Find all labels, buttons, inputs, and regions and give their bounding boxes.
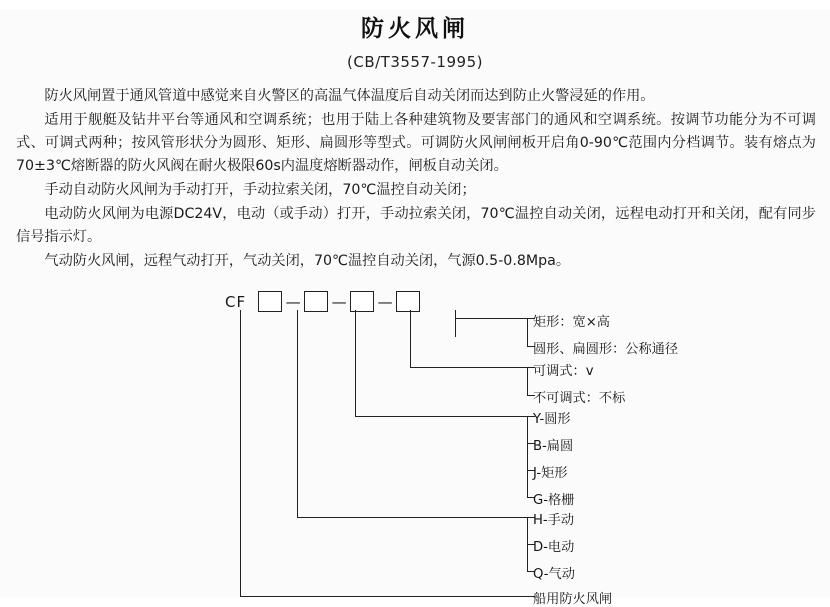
leader-v-3 bbox=[527, 416, 528, 497]
page-title: 防火风闸 bbox=[361, 16, 469, 42]
paragraph-1: 防火风闸置于通风管道中感觉来自火警区的高温气体温度后自动关闭而达到防止火警浸延的作用。 bbox=[44, 88, 655, 104]
leader-v-2 bbox=[527, 367, 528, 395]
leader-v-1 bbox=[527, 318, 528, 346]
code-dash-3: — bbox=[377, 292, 393, 311]
leader-h-10 bbox=[297, 517, 527, 518]
paragraph-2: 适用于舰艇及钻井平台等通风和空调系统；也用于陆上各种建筑物及要害部门的通风和空调系统。按调节功能分为不可调式、可调式两种；按风管形状分为圆形、矩形、扁圆形等型式。可调防火风闸闸板开启角0-90℃范围内分档调节。装有熔点为70±3℃熔断器的防火风阀在耐火极限60s内温度熔断器动作，闸板自动关闭。 bbox=[16, 112, 816, 174]
label-8: G-格栅 bbox=[533, 493, 575, 508]
paragraph-3: 手动自动防火风闸为手动打开，手动拉索关闭，70℃温控自动关闭； bbox=[44, 182, 476, 198]
code-box-4 bbox=[396, 291, 420, 312]
label-6: B-扁圆 bbox=[533, 439, 574, 454]
leader-line-2 bbox=[355, 310, 356, 416]
document-page bbox=[0, 10, 830, 607]
label-12: 船用防火风闸 bbox=[533, 592, 613, 607]
code-dash-2: — bbox=[331, 292, 347, 311]
body-text bbox=[0, 85, 830, 273]
label-11: Q-气动 bbox=[533, 567, 575, 582]
label-2: 圆形、扁圆形：公称通径 bbox=[533, 342, 679, 357]
label-3: 可调式：v bbox=[533, 364, 594, 379]
code-dash-1: — bbox=[285, 292, 301, 311]
paragraph-5: 气动防火风闸，远程气动打开，气动关闭，70℃温控自动关闭，气源0.5-0.8Mpa。 bbox=[44, 253, 571, 269]
label-10: D-电动 bbox=[533, 540, 575, 555]
code-prefix: CF bbox=[225, 292, 247, 311]
leader-h-14 bbox=[240, 596, 535, 597]
leader-line-1 bbox=[297, 310, 298, 517]
code-box-1 bbox=[258, 291, 282, 312]
label-1: 矩形：宽×高 bbox=[533, 315, 610, 330]
model-code-diagram bbox=[0, 285, 830, 607]
standard-code: (CB/T3557-1995) bbox=[347, 53, 483, 71]
code-row bbox=[225, 291, 420, 312]
code-box-3 bbox=[350, 291, 374, 312]
leader-h-1 bbox=[455, 318, 527, 319]
label-5: Y-圆形 bbox=[533, 412, 571, 427]
leader-h-3 bbox=[410, 367, 527, 368]
leader-line-4b bbox=[455, 310, 456, 318]
leader-h-5 bbox=[355, 416, 527, 417]
label-7: J-矩形 bbox=[533, 466, 568, 481]
label-9: H-手动 bbox=[533, 513, 575, 528]
label-4: 不可调式：不标 bbox=[533, 391, 626, 406]
paragraph-4: 电动防火风闸为电源DC24V，电动（或手动）打开，手动拉索关闭，70℃温控自动关闭，远程电动打开和关闭，配有同步信号指示灯。 bbox=[16, 206, 816, 245]
leader-line-3 bbox=[410, 310, 411, 367]
code-box-2 bbox=[304, 291, 328, 312]
leader-line-prefix bbox=[240, 310, 241, 596]
